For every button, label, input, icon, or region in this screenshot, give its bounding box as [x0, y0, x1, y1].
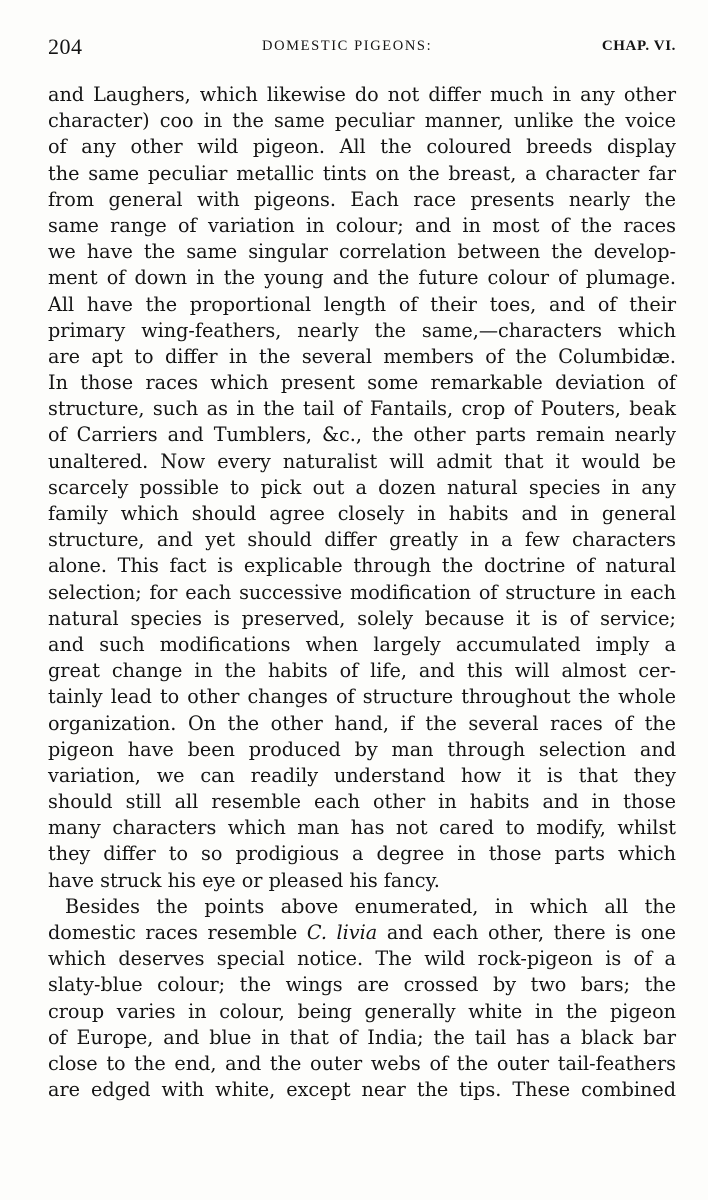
text-line: of Europe, and blue in that of India; the tail has a black bar — [48, 1025, 676, 1049]
text-line: and such modifications when largely accumulated imply a — [48, 632, 676, 656]
text-line: they differ to so prodigious a degree in those parts which — [48, 842, 676, 866]
text-line: great change in the habits of life, and this will almost cer- — [48, 659, 676, 683]
text-fragment: domestic races resemble — [48, 921, 298, 944]
text-line: of any other wild pigeon. All the coloured breeds display — [48, 135, 676, 159]
text-line: selection; for each successive modification of structure in each — [48, 580, 676, 604]
text-line: of Carriers and Tumblers, &c., the other parts remain nearly — [48, 423, 676, 447]
text-line: are apt to differ in the several members of the Columbidæ. — [48, 344, 676, 368]
paragraph-2 — [48, 894, 676, 1104]
text-line: structure, and yet should differ greatly in a few characters — [48, 528, 676, 552]
text-line: and Laughers, which likewise do not differ much in any other — [48, 83, 676, 106]
text-line: variation, we can readily understand how it is that they — [48, 763, 676, 787]
text-line: character) coo in the same peculiar manner, unlike the voice — [48, 109, 676, 133]
text-line: All have the proportional length of their toes, and of their — [48, 292, 676, 316]
text-line: alone. This fact is explicable through the doctrine of natural — [48, 554, 676, 578]
text-line: close to the end, and the outer webs of the outer tail-feathers — [48, 1051, 676, 1075]
text-line: from general with pigeons. Each race presents nearly the — [48, 187, 676, 211]
text-line: pigeon have been produced by man through selection and — [48, 737, 676, 761]
text-line: organization. On the other hand, if the several races of the — [48, 711, 676, 735]
running-head — [48, 34, 676, 60]
paragraph-1 — [48, 82, 676, 894]
text-line: scarcely possible to pick out a dozen natural species in any — [48, 475, 676, 499]
text-fragment: and each other, there is one — [386, 921, 677, 944]
text-line: slaty-blue colour; the wings are crossed by two bars; the — [48, 973, 676, 997]
text-line: ment of down in the young and the future colour of plumage. — [48, 266, 676, 290]
text-line: many characters which man has not cared to modify, whilst — [48, 816, 676, 840]
text-line: family which should agree closely in habits and in general — [48, 502, 676, 525]
text-line-with-italic — [48, 920, 676, 946]
text-line: which deserves special notice. The wild rock-pigeon is of a — [48, 947, 676, 971]
text-line: the same peculiar metallic tints on the breast, a character far — [48, 161, 676, 185]
running-title: DOMESTIC PIGEONS: — [262, 38, 433, 54]
body-text — [48, 82, 676, 1103]
text-line: we have the same singular correlation between the develop- — [48, 240, 676, 264]
text-line: same range of variation in colour; and in most of the races — [48, 213, 676, 237]
text-line: croup varies in colour, being generally white in the pigeon — [48, 999, 676, 1023]
text-line: are edged with white, except near the tips. These combined — [48, 1078, 676, 1102]
text-line: primary wing-feathers, nearly the same,—characters which — [48, 318, 676, 342]
text-line: tainly lead to other changes of structure throughout the whole — [48, 685, 676, 709]
chapter-label: CHAP. VI. — [601, 38, 676, 54]
page-number: 204 — [48, 34, 83, 59]
text-line: should still all resemble each other in habits and in those — [48, 790, 676, 814]
species-name: C. livia — [306, 921, 378, 944]
text-line: natural species is preserved, solely because it is of service; — [48, 606, 676, 630]
text-line: In those races which present some remarkable deviation of — [48, 371, 676, 395]
text-line: unaltered. Now every naturalist will admit that it would be — [48, 449, 676, 473]
text-line: have struck his eye or pleased his fancy. — [48, 868, 440, 892]
text-line: structure, such as in the tail of Fantails, crop of Pouters, beak — [48, 397, 676, 421]
text-line: Besides the points above enumerated, in which all the — [65, 894, 676, 918]
